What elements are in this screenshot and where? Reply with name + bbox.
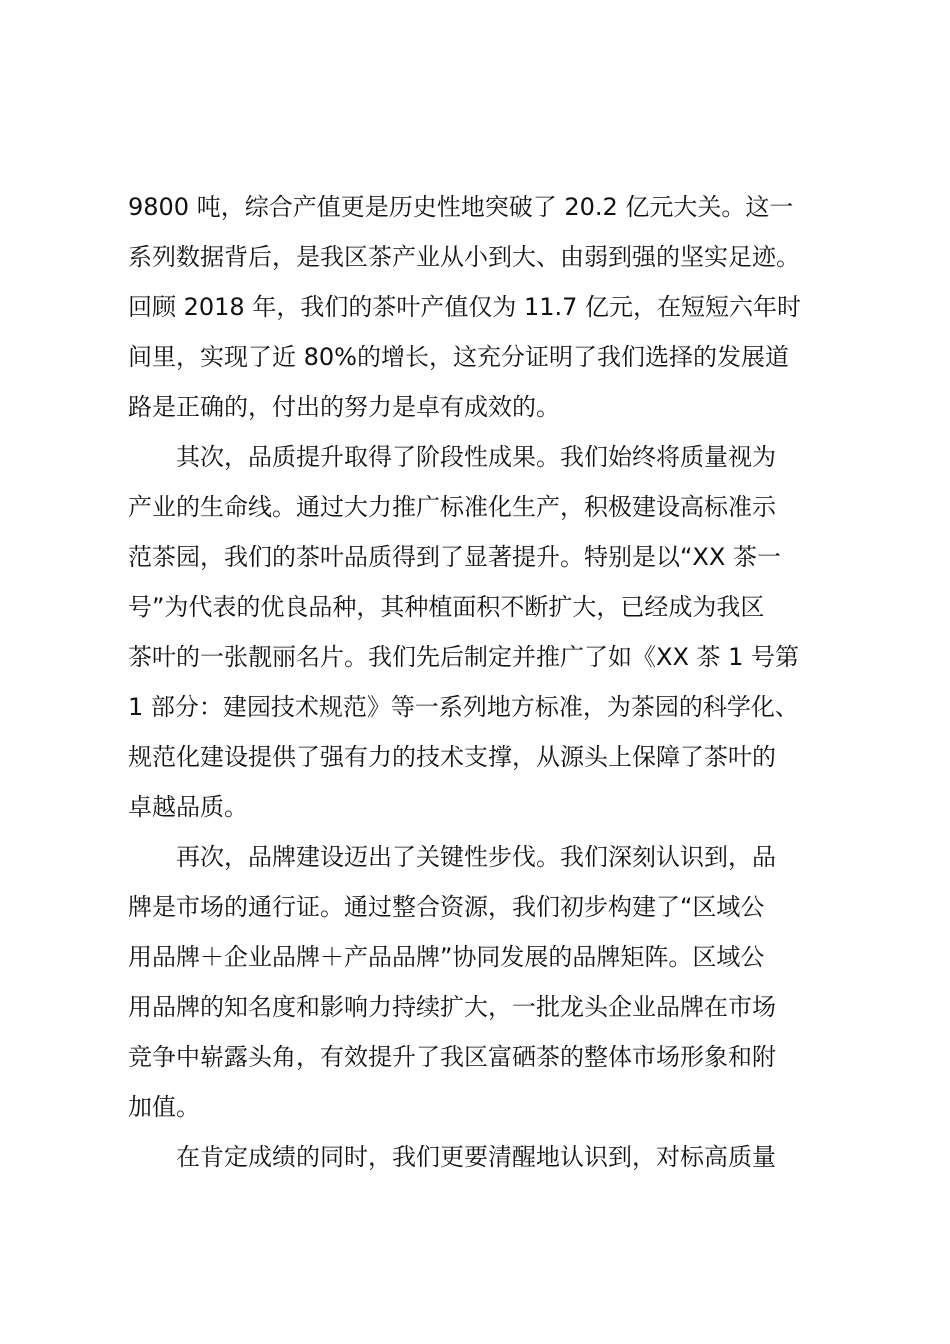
document-body: [128, 182, 840, 1182]
paragraph-2-line-1: 其次，品质提升取得了阶段性成果。我们始终将质量视为: [176, 443, 776, 471]
paragraph-1-line-3: 回顾 2018 年，我们的茶叶产值仅为 11.7 亿元，在短短六年时: [128, 293, 802, 321]
paragraph-2-line-4: 号”为代表的优良品种，其种植面积不断扩大，已经成为我区: [128, 593, 765, 621]
paragraph-3-line-5: 竞争中崭露头角，有效提升了我区富硒茶的整体市场形象和附: [128, 1043, 776, 1071]
paragraph-1-line-2: 系列数据背后，是我区茶产业从小到大、由弱到强的坚实足迹。: [128, 243, 800, 271]
paragraph-2-line-2: 产业的生命线。通过大力推广标准化生产，积极建设高标准示: [128, 493, 776, 521]
paragraph-2-line-8: 卓越品质。: [128, 793, 248, 821]
paragraph-2-line-7: 规范化建设提供了强有力的技术支撑，从源头上保障了茶叶的: [128, 743, 776, 771]
paragraph-3-line-4: 用品牌的知名度和影响力持续扩大，一批龙头企业品牌在市场: [128, 993, 776, 1021]
paragraph-4-line-1: 在肯定成绩的同时，我们更要清醒地认识到，对标高质量: [176, 1143, 776, 1171]
paragraph-1-line-5: 路是正确的，付出的努力是卓有成效的。: [128, 393, 560, 421]
paragraph-3-line-2: 牌是市场的通行证。通过整合资源，我们初步构建了“区域公: [128, 893, 765, 921]
paragraph-1-line-1: 9800 吨，综合产值更是历史性地突破了 20.2 亿元大关。这一: [128, 193, 794, 221]
paragraph-2-line-6: 1 部分：建园技术规范》等一系列地方标准，为茶园的科学化、: [128, 693, 799, 721]
paragraph-3-line-1: 再次，品牌建设迈出了关键性步伐。我们深刻认识到，品: [176, 843, 776, 871]
paragraph-2-line-5: 茶叶的一张靓丽名片。我们先后制定并推广了如《XX 茶 1 号第: [128, 643, 800, 671]
paragraph-2-line-3: 范茶园，我们的茶叶品质得到了显著提升。特别是以“XX 茶一: [128, 543, 781, 571]
paragraph-3-line-3: 用品牌＋企业品牌＋产品品牌”协同发展的品牌矩阵。区域公: [128, 943, 765, 971]
paragraph-1-line-4: 间里，实现了近 80%的增长，这充分证明了我们选择的发展道: [128, 343, 789, 371]
paragraph-3-line-6: 加值。: [128, 1093, 200, 1121]
